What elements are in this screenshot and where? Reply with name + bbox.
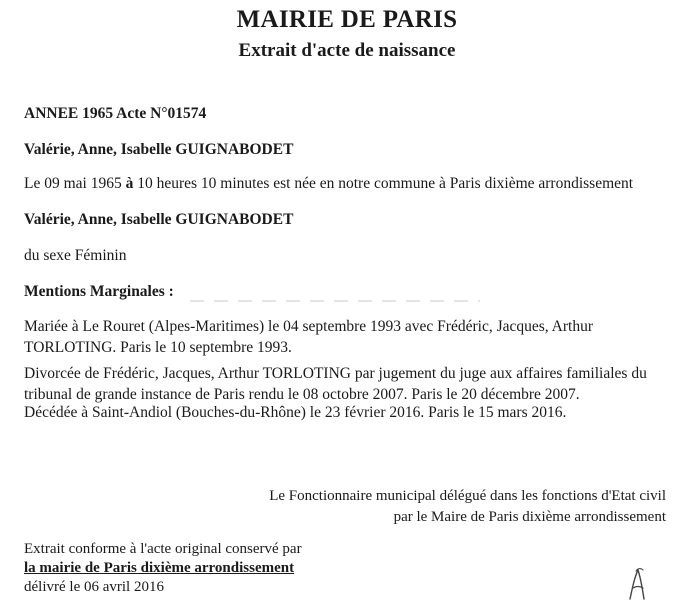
person-name-1: Valérie, Anne, Isabelle GUIGNABODET <box>24 141 294 158</box>
birth-date-text: Le 09 mai 1965 <box>24 175 126 192</box>
document-title: MAIRIE DE PARIS <box>236 6 458 33</box>
signature-line-1: Le Fonctionnaire municipal délégué dans les fonctions d'Etat civil <box>269 488 666 504</box>
handwritten-initial-signature <box>622 566 662 600</box>
mention-marriage: Mariée à Le Rouret (Alpes-Maritimes) le 04 septembre 1993 avec Frédéric, Jacques, Arthur TORLOTING. Paris le 10 septembre 1993. <box>24 318 593 356</box>
acte-number: ANNEE 1965 Acte N°01574 <box>24 105 207 122</box>
sex-statement: du sexe Féminin <box>24 247 127 264</box>
mentions-heading: Mentions Marginales : <box>24 283 174 300</box>
signature-block <box>269 486 666 528</box>
scan-fold-line <box>0 300 694 302</box>
mention-divorce: Divorcée de Frédéric, Jacques, Arthur TORLOTING par jugement du juge aux affaires familiales du tribunal de grande instance de Paris rendu le 08 octobre 2007. Paris le 20 décembre 2007. <box>24 365 647 403</box>
birth-a-bold: à <box>125 175 134 192</box>
document-subtitle: Extrait d'acte de naissance <box>238 40 456 61</box>
birth-place-text: 10 heures 10 minutes est née en notre commune à Paris dixième arrondissement <box>133 175 634 192</box>
footer-line-1: Extrait conforme à l'acte original conservé par <box>24 541 302 557</box>
footer-line-3: délivré le 06 avril 2016 <box>24 579 164 595</box>
footer-line-2: la mairie de Paris dixième arrondissement <box>24 560 295 576</box>
signature-line-2: par le Maire de Paris dixième arrondissement <box>393 509 666 525</box>
person-name-2: Valérie, Anne, Isabelle GUIGNABODET <box>24 211 294 228</box>
birth-statement <box>24 175 633 193</box>
certification-footer <box>24 540 302 597</box>
mention-death: Décédée à Saint-Andiol (Bouches-du-Rhône) le 23 février 2016. Paris le 15 mars 2016. <box>24 404 567 421</box>
